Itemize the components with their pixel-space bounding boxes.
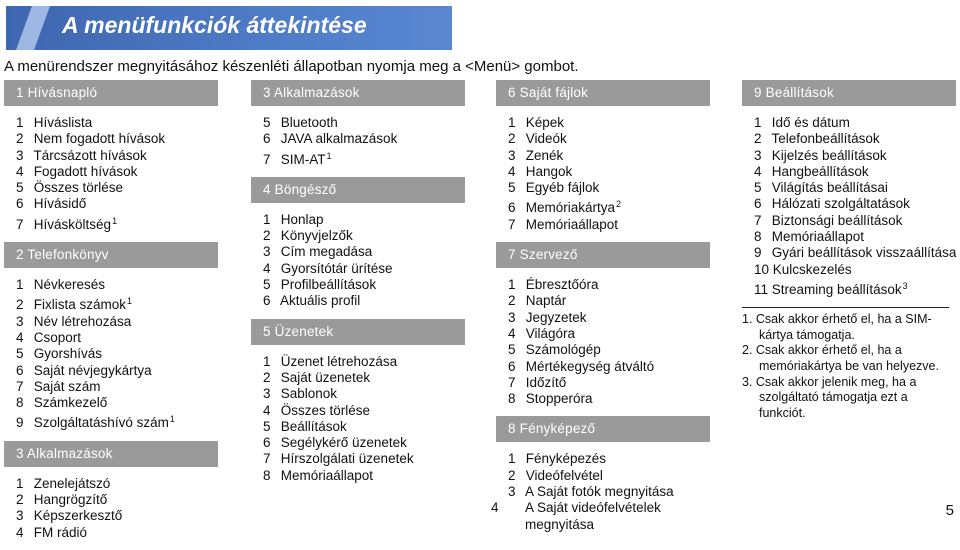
menu-item-number: 4: [491, 500, 499, 516]
footnote: 3. Csak akkor jelenik meg, ha a szolgáltató támogatja ezt a funkciót.: [742, 374, 917, 420]
section-heading: 4 Böngésző: [251, 177, 465, 203]
menu-item-number: 6: [16, 196, 24, 212]
menu-item-number: 4: [263, 402, 271, 418]
menu-item-label: Nem fogadott hívások: [33, 131, 166, 147]
menu-item: [263, 244, 465, 260]
menu-item: [754, 213, 956, 229]
menu-item-number: 6: [263, 131, 271, 147]
menu-column-2: [251, 80, 465, 493]
menu-item: [16, 395, 218, 411]
menu-item: [263, 212, 465, 228]
menu-item-number: 4: [263, 260, 271, 276]
menu-item: [16, 131, 218, 147]
menu-item-label: Honlap: [280, 211, 324, 227]
menu-item-label: Biztonsági beállítások: [771, 212, 903, 228]
menu-item-label: Memóriaállapot: [771, 229, 865, 245]
menu-item-label: Sablonok: [280, 386, 338, 402]
menu-item-number: 7: [508, 374, 516, 390]
menu-item: [508, 375, 710, 391]
menu-item-label: Memóriaállapot: [280, 467, 374, 483]
menu-item-label: FM rádió: [33, 524, 88, 540]
footnote: 1. Csak akkor érhető el, ha a SIM-kártya támogatja.: [742, 312, 932, 342]
menu-item: [754, 164, 956, 180]
section-heading: 1 Hívásnapló: [4, 80, 218, 106]
menu-item: [263, 115, 465, 131]
menu-item-label: Zenelejátszó: [33, 475, 111, 491]
menu-item: [508, 277, 710, 293]
menu-item-number: 1: [508, 277, 516, 293]
menu-item-label: Memóriaállapot: [525, 216, 619, 232]
menu-item-number: 9: [16, 415, 24, 431]
intro-text: A menürendszer megnyitásához készenléti állapotban nyomja meg a <Menü> gombot.: [4, 58, 579, 75]
menu-item-number: 6: [263, 435, 271, 451]
menu-item: [16, 508, 218, 524]
menu-item-number: 5: [16, 346, 24, 362]
menu-item-label: Tárcsázott hívások: [33, 147, 147, 163]
footnote-marker: 2: [616, 199, 622, 210]
footnote-marker: 1: [169, 414, 175, 425]
menu-item-label: Híváslista: [33, 115, 93, 130]
menu-item-number: 2: [16, 492, 24, 508]
menu-item: [754, 229, 956, 245]
menu-item-label: Jegyzetek: [525, 309, 587, 325]
menu-item-list: [4, 476, 218, 541]
menu-item-list: [4, 277, 218, 432]
menu-item: [754, 180, 956, 196]
menu-item: [491, 500, 710, 533]
menu-item: [16, 411, 218, 431]
menu-item-label: Saját szám: [33, 378, 101, 394]
menu-item: [263, 435, 465, 451]
menu-item-label: Beállítások: [280, 418, 347, 434]
menu-item-label: Világítás beállításai: [771, 180, 888, 196]
menu-item-number: 5: [508, 180, 516, 196]
menu-item-label: Hálózati szolgáltatások: [771, 196, 910, 212]
menu-item-label: Gyorsítótár ürítése: [280, 260, 393, 276]
menu-item-number: 6: [508, 358, 516, 374]
menu-item-label: Hírszolgálati üzenetek: [280, 451, 414, 467]
menu-item: [508, 217, 710, 233]
menu-item-label: Videófelvétel: [525, 467, 603, 483]
menu-item-label: Kulcskezelés: [772, 261, 852, 277]
footnote-divider: [742, 307, 949, 308]
menu-item-label: Üzenet létrehozása: [280, 353, 398, 369]
menu-item-number: 4: [16, 163, 24, 179]
menu-item-label: Képszerkesztő: [33, 508, 123, 524]
menu-item: [16, 180, 218, 196]
menu-item-label: Fixlista számok: [33, 297, 127, 313]
menu-item-label: Hívásidő: [33, 196, 87, 212]
menu-item-label: Kijelzés beállítások: [771, 147, 887, 163]
menu-item-number: 3: [754, 147, 762, 163]
menu-item-number: 6: [508, 200, 516, 216]
menu-item-number: 2: [263, 369, 271, 385]
menu-item: [263, 228, 465, 244]
footnote-marker: 1: [112, 215, 118, 226]
menu-item-number: 5: [16, 180, 24, 196]
menu-item-number: 9: [754, 245, 762, 261]
menu-item: [263, 293, 465, 309]
menu-item: [263, 131, 465, 147]
menu-item-number: 6: [16, 362, 24, 378]
menu-item: [263, 419, 465, 435]
menu-item-list: [491, 451, 710, 532]
menu-item-number: 1: [508, 451, 516, 467]
menu-item-number: 2: [508, 467, 516, 483]
menu-item-number: 11: [754, 281, 769, 297]
menu-item: [508, 391, 710, 407]
menu-item-label: Zenék: [525, 147, 564, 163]
menu-item-number: 5: [263, 277, 271, 293]
menu-item: [16, 293, 218, 313]
menu-item-label: Névkeresés: [33, 277, 106, 293]
menu-item-list: [742, 115, 956, 298]
menu-item-label: JAVA alkalmazások: [280, 131, 398, 147]
menu-item-label: Szolgáltatáshívó szám: [33, 415, 169, 431]
menu-item-number: 1: [16, 277, 24, 293]
menu-item-number: 4: [508, 325, 516, 341]
menu-item: [263, 386, 465, 402]
menu-item-label: Összes törlése: [280, 402, 371, 418]
menu-item-label: Hangbeállítások: [771, 163, 869, 179]
menu-item-list: [496, 115, 710, 233]
menu-item: [508, 468, 710, 484]
menu-item: [16, 164, 218, 180]
menu-item-label: Fogadott hívások: [33, 163, 138, 179]
menu-column-3: [491, 80, 710, 542]
menu-item: [16, 330, 218, 346]
menu-item-label: Streaming beállítások: [771, 281, 902, 297]
menu-item-list: [251, 212, 465, 310]
menu-item-number: 5: [508, 342, 516, 358]
menu-item-label: Egyéb fájlok: [525, 180, 600, 196]
menu-item-label: Név létrehozása: [33, 313, 132, 329]
menu-item-number: 1: [16, 475, 24, 491]
menu-item-label: Fényképezés: [525, 451, 607, 467]
footnote-marker: 1: [326, 150, 332, 161]
menu-item-number: 10: [754, 261, 770, 277]
menu-item: [263, 468, 465, 484]
menu-item-label: Bluetooth: [280, 115, 338, 130]
menu-item: [16, 492, 218, 508]
menu-item-number: 3: [263, 386, 271, 402]
menu-item-label: Világóra: [525, 325, 576, 341]
page-number: 5: [945, 502, 954, 519]
menu-item-number: 2: [16, 297, 24, 313]
menu-item-label: Gyári beállítások visszaállítása: [771, 245, 957, 261]
menu-item: [16, 314, 218, 330]
menu-item-label: A Saját videófelvételek megnyitása: [525, 500, 661, 532]
menu-item-label: Saját névjegykártya: [33, 362, 152, 378]
menu-item-list: [496, 277, 710, 407]
menu-item-label: Gyorshívás: [33, 346, 103, 362]
menu-item: [263, 354, 465, 370]
menu-item: [754, 148, 956, 164]
menu-item: [754, 196, 956, 212]
menu-item: [263, 403, 465, 419]
menu-item-label: A Saját fotók megnyitása: [525, 484, 674, 500]
menu-item-label: Ébresztőóra: [525, 277, 599, 293]
section-heading: 2 Telefonkönyv: [4, 242, 218, 268]
menu-item-label: Stopperóra: [525, 391, 593, 407]
menu-item-number: 2: [16, 131, 24, 147]
menu-item: [16, 363, 218, 379]
menu-item: [508, 342, 710, 358]
menu-item: [508, 164, 710, 180]
menu-item-number: 8: [16, 395, 24, 411]
menu-item-number: 3: [508, 309, 516, 325]
menu-item-number: 6: [263, 293, 271, 309]
menu-item: [508, 293, 710, 309]
menu-item-number: 3: [508, 147, 516, 163]
menu-item-label: Idő és dátum: [771, 115, 850, 130]
menu-item-number: 4: [508, 163, 516, 179]
menu-item-label: Csoport: [33, 329, 82, 345]
menu-item-number: 8: [263, 467, 271, 483]
menu-item-number: 7: [508, 216, 516, 232]
menu-item-number: 4: [16, 329, 24, 345]
section-heading: 5 Üzenetek: [251, 319, 465, 345]
menu-item: [16, 277, 218, 293]
menu-item-label: Memóriakártya: [525, 200, 616, 216]
menu-item-label: Számkezelő: [33, 395, 108, 411]
menu-item: [508, 451, 710, 467]
menu-item-number: 7: [263, 151, 271, 167]
menu-item-number: 8: [754, 229, 762, 245]
menu-item-number: 3: [508, 484, 516, 500]
menu-item: [263, 261, 465, 277]
menu-item: [754, 278, 956, 298]
menu-item-label: Időzítő: [525, 374, 567, 390]
menu-item-label: Hangok: [525, 163, 573, 179]
menu-item-number: 7: [754, 212, 762, 228]
menu-item: [263, 451, 465, 467]
menu-item-label: SIM-AT: [280, 151, 326, 167]
menu-item-label: Képek: [525, 115, 565, 130]
section-heading: 3 Alkalmazások: [4, 441, 218, 467]
menu-item-number: 4: [754, 163, 762, 179]
menu-item-number: 7: [263, 451, 271, 467]
page-title: A menüfunkciók áttekintése: [62, 12, 367, 38]
menu-item: [508, 180, 710, 196]
menu-item-number: 7: [16, 378, 24, 394]
menu-item: [263, 148, 465, 168]
menu-item: [508, 326, 710, 342]
menu-item-label: Videók: [525, 131, 567, 147]
menu-column-4: [742, 80, 956, 421]
menu-item: [508, 484, 710, 500]
menu-item: [508, 196, 710, 216]
footnote-marker: 1: [127, 296, 133, 307]
menu-item: [263, 277, 465, 293]
menu-item: [754, 245, 956, 261]
menu-item: [754, 262, 956, 278]
menu-item-label: Aktuális profil: [280, 293, 361, 309]
section-heading: 8 Fényképező: [496, 416, 710, 442]
section-heading: 7 Szervező: [496, 242, 710, 268]
menu-item-number: 1: [508, 115, 516, 130]
footnote-marker: 3: [902, 280, 908, 291]
menu-item-number: 2: [508, 293, 516, 309]
menu-item-label: Könyvjelzők: [280, 228, 353, 244]
menu-item-number: 6: [754, 196, 762, 212]
menu-item-number: 2: [508, 131, 516, 147]
menu-item-number: 1: [263, 353, 271, 369]
title-decoration: [16, 6, 50, 50]
menu-item-number: 7: [16, 216, 24, 232]
menu-item-number: 1: [754, 115, 762, 130]
menu-item-label: Naptár: [525, 293, 567, 309]
menu-item: [508, 131, 710, 147]
menu-item-number: 2: [754, 131, 762, 147]
menu-item-label: Mértékegység átváltó: [525, 358, 655, 374]
menu-item: [16, 525, 218, 541]
menu-item: [508, 115, 710, 131]
menu-item: [263, 370, 465, 386]
menu-item-list: [4, 115, 218, 233]
menu-item-number: 3: [16, 313, 24, 329]
section-heading: 3 Alkalmazások: [251, 80, 465, 106]
menu-item: [16, 379, 218, 395]
menu-item-number: 8: [508, 391, 516, 407]
menu-item: [16, 196, 218, 212]
section-heading: 6 Saját fájlok: [496, 80, 710, 106]
page-title-bar: [6, 6, 452, 50]
menu-item-label: Saját üzenetek: [280, 369, 371, 385]
menu-item-number: 1: [16, 115, 24, 130]
menu-item-label: Profilbeállítások: [280, 277, 377, 293]
menu-item: [16, 476, 218, 492]
menu-item-number: 5: [263, 115, 271, 130]
menu-item-label: Hívásköltség: [33, 216, 112, 232]
menu-column-1: [4, 80, 218, 550]
menu-item-number: 3: [263, 244, 271, 260]
menu-item-number: 3: [16, 508, 24, 524]
menu-item-number: 3: [16, 147, 24, 163]
footnote-list: [742, 312, 956, 421]
menu-item: [754, 131, 956, 147]
menu-item-number: 2: [263, 228, 271, 244]
menu-item-number: 5: [263, 418, 271, 434]
menu-item: [508, 310, 710, 326]
footnote: 2. Csak akkor érhető el, ha a memóriakártya be van helyezve.: [742, 343, 939, 374]
menu-item-list: [251, 354, 465, 484]
menu-item-number: 1: [263, 211, 271, 227]
menu-item-label: Összes törlése: [33, 180, 124, 196]
menu-item-label: Telefonbeállítások: [771, 131, 880, 147]
menu-item: [508, 359, 710, 375]
menu-item-label: Hangrögzítő: [33, 492, 108, 508]
menu-item: [16, 148, 218, 164]
menu-item: [754, 115, 956, 131]
section-heading: 9 Beállítások: [742, 80, 956, 106]
menu-item: [16, 346, 218, 362]
menu-item: [16, 213, 218, 233]
menu-item-list: [251, 115, 465, 168]
menu-item: [16, 115, 218, 131]
menu-item-number: 4: [16, 524, 24, 540]
menu-item-label: Segélykérő üzenetek: [280, 435, 407, 451]
menu-item-label: Számológép: [525, 342, 601, 358]
menu-item-number: 5: [754, 180, 762, 196]
menu-item-label: Cím megadása: [280, 244, 373, 260]
menu-item: [508, 148, 710, 164]
